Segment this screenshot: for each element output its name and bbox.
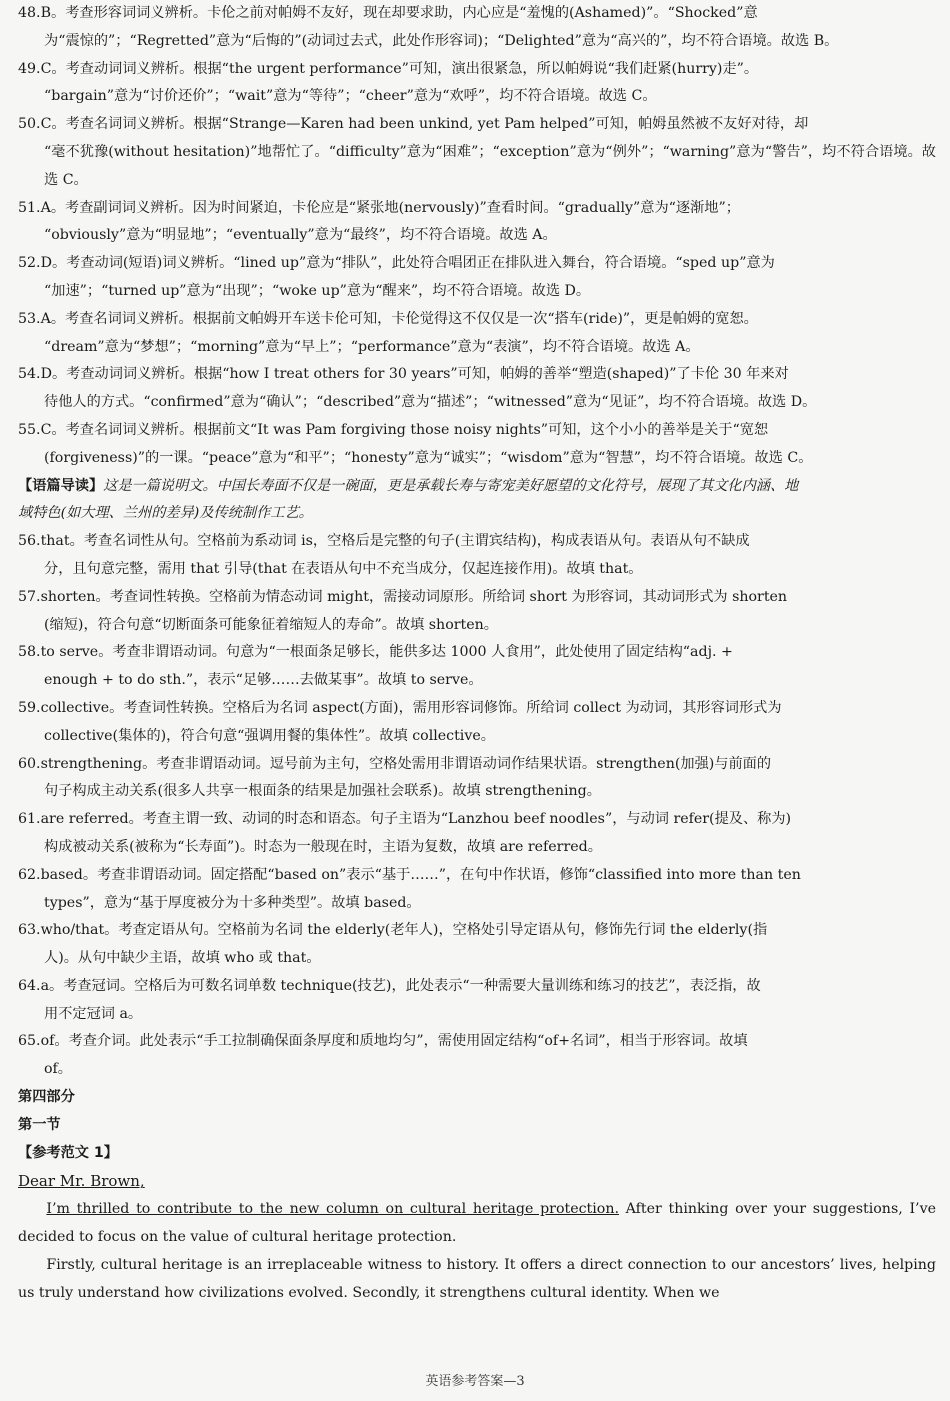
item-number: 64. xyxy=(18,977,41,994)
passage-guide-label: 【语篇导读】 xyxy=(18,477,104,494)
letter-paragraph-1 xyxy=(18,1195,936,1251)
item-number: 65. xyxy=(18,1033,41,1050)
passage-guide xyxy=(18,473,936,529)
item-line2: collective(集体的)，符合句意“强调用餐的集体性”。故填 collective。 xyxy=(44,727,495,744)
item-number: 63. xyxy=(18,922,41,939)
page-footer: 英语参考答案—3 xyxy=(425,1374,525,1389)
item-number: 59. xyxy=(18,699,41,716)
item-line2: 分，且句意完整，需用 that 引导(that 在表语从句中不充当成分，仅起连接作用)。故填 that。 xyxy=(44,560,643,577)
answer-item-56 xyxy=(18,528,936,584)
item-number: 56. xyxy=(18,533,41,550)
answer-item-53 xyxy=(18,306,936,362)
item-line2: 用不定冠词 a。 xyxy=(44,1005,143,1022)
answer-item-54 xyxy=(18,361,936,417)
answer-item-65 xyxy=(18,1028,936,1084)
letter-p1-rest: After thinking over your suggestions, I’ve decided to focus on the value of cultural heritage protection. xyxy=(18,1201,936,1246)
item-line1: based。考查非谓语动词。固定搭配“based on”表示“基于……”，在句中作状语，修饰“classified into more than ten xyxy=(40,866,801,883)
item-line1: a。考查冠词。空格后为可数名词单数 technique(技艺)，此处表示“一种需要大量训练和练习的技艺”，表泛指，故 xyxy=(40,977,761,994)
passage-guide-line1: 这是一篇说明文。中国长寿面不仅是一碗面，更是承载长寿与寄宠美好愿望的文化符号，展现了其文化内涵、地 xyxy=(103,477,799,494)
item-line1: C。考查名词词义辨析。根据“Strange—Karen had been unkind, yet Pam helped”可知，帕姆虽然被不友好对待，却 xyxy=(40,116,809,133)
item-line1: D。考查动词词义辨析。根据“how I treat others for 30 years”可知，帕姆的善举“塑造(shaped)”了卡伦 30 年来对 xyxy=(40,366,789,383)
item-line2: “dream”意为“梦想”；“morning”意为“早上”；“performance”意为“表演”，均不符合语境。故选 A。 xyxy=(44,338,700,355)
item-number: 49. xyxy=(18,60,41,77)
letter-salutation: Dear Mr. Brown, xyxy=(18,1172,145,1191)
item-number: 57. xyxy=(18,588,41,605)
answer-item-61 xyxy=(18,806,936,862)
item-line2: (缩短)，符合句意“切断面条可能象征着缩短人的寿命”。故填 shorten。 xyxy=(44,616,498,633)
item-line1: strengthening。考查非谓语动词。逗号前为主句，空格处需用非谓语动词作结果状语。strengthen(加强)与前面的 xyxy=(40,755,772,772)
answer-item-48 xyxy=(18,0,936,56)
item-line2: of。 xyxy=(44,1061,72,1078)
answer-item-59 xyxy=(18,695,936,751)
item-number: 52. xyxy=(18,255,41,272)
item-number: 53. xyxy=(18,310,41,327)
item-line2: 构成被动关系(被称为“长寿面”)。时态为一般现在时，主语为复数，故填 are referred。 xyxy=(44,838,602,855)
item-line1: that。考查名词性从句。空格前为系动词 is，空格后是完整的句子(主谓宾结构)，构成表语从句。表语从句不缺成 xyxy=(40,533,750,550)
item-line1: C。考查动词词义辨析。根据“the urgent performance”可知，演出很紧急，所以帕姆说“我们赶紧(hurry)走”。 xyxy=(40,60,759,77)
model-essay-heading: 【参考范文 1】 xyxy=(18,1144,118,1161)
answer-item-52 xyxy=(18,250,936,306)
answer-list-part3-cloze xyxy=(18,0,936,1307)
item-line1: D。考查动词(短语)词义辨析。“lined up”意为“排队”，此处符合唱团正在排队进入舞台，符合语境。“sped up”意为 xyxy=(40,255,775,272)
item-number: 55. xyxy=(18,421,41,438)
answer-item-49 xyxy=(18,56,936,112)
item-line2: 句子构成主动关系(很多人共享一根面条的结果是加强社会联系)。故填 strengthening。 xyxy=(44,783,601,800)
answer-item-64 xyxy=(18,973,936,1029)
answer-item-50 xyxy=(18,111,936,194)
answer-item-51 xyxy=(18,195,936,251)
item-number: 62. xyxy=(18,866,41,883)
item-line1: of。考查介词。此处表示“手工拉制确保面条厚度和质地均匀”，需使用固定结构“of+名词”，相当于形容词。故填 xyxy=(40,1033,748,1050)
item-line2: enough + to do sth.”，表示“足够……去做某事”。故填 to serve。 xyxy=(44,672,483,689)
item-line2: “毫不犹豫(without hesitation)”地帮忙了。“difficulty”意为“困难”；“exception”意为“例外”；“warning”意为“警告”，均不符合语境。故选 C。 xyxy=(44,143,936,188)
item-line1: A。考查名词词义辨析。根据前文帕姆开车送卡伦可知，卡伦觉得这不仅仅是一次“搭车(ride)”，更是帕姆的宽恕。 xyxy=(40,310,758,327)
answer-item-62 xyxy=(18,862,936,918)
item-line1: to serve。考查非谓语动词。句意为“一根面条足够长，能供多达 1000 人食用”，此处使用了固定结构“adj. + xyxy=(40,644,733,661)
section-sub-heading: 第一节 xyxy=(18,1116,61,1133)
item-line2: 待他人的方式。“confirmed”意为“确认”；“described”意为“描述”；“witnessed”意为“见证”，均不符合语境。故选 D。 xyxy=(44,394,817,411)
item-number: 50. xyxy=(18,116,41,133)
answer-item-58 xyxy=(18,639,936,695)
item-line1: collective。考查词性转换。空格后为名词 aspect(方面)，需用形容词修饰。所给词 collect 为动词，其形容词形式为 xyxy=(40,699,782,716)
item-number: 51. xyxy=(18,199,41,216)
passage-guide-line2: 域特色(如大理、兰州的差异)及传统制作工艺。 xyxy=(18,505,313,522)
item-line1: A。考查副词词义辨析。因为时间紧迫，卡伦应是“紧张地(nervously)”查看时间。“gradually”意为“逐渐地”； xyxy=(40,199,740,216)
item-line2: “加速”；“turned up”意为“出现”；“woke up”意为“醒来”，均不符合语境。故选 D。 xyxy=(44,282,591,299)
item-line2: (forgiveness)”的一课。“peace”意为“和平”；“honesty”意为“诚实”；“wisdom”意为“智慧”，均不符合语境。故选 C。 xyxy=(44,449,813,466)
item-line1: C。考查名词词义辨析。根据前文“It was Pam forgiving those noisy nights”可知，这个小小的善举是关于“宽恕 xyxy=(40,421,769,438)
item-number: 58. xyxy=(18,644,41,661)
item-line2: “bargain”意为“讨价还价”；“wait”意为“等待”；“cheer”意为“欢呼”，均不符合语境。故选 C。 xyxy=(44,88,657,105)
item-line1: B。考查形容词词义辨析。卡伦之前对帕姆不友好，现在却要求助，内心应是“羞愧的(Ashamed)”。“Shocked”意 xyxy=(40,5,758,21)
answer-item-57 xyxy=(18,584,936,640)
answer-item-60 xyxy=(18,751,936,807)
item-line2: 为“震惊的”；“Regretted”意为“后悔的”(动词过去式，此处作形容词)；“Delighted”意为“高兴的”，均不符合语境。故选 B。 xyxy=(44,32,839,49)
answer-item-55 xyxy=(18,417,936,473)
item-number: 54. xyxy=(18,366,41,383)
item-line2: types”，意为“基于厚度被分为十多种类型”。故填 based。 xyxy=(44,894,421,911)
section-part-heading: 第四部分 xyxy=(18,1089,75,1106)
letter-paragraph-2: Firstly, cultural heritage is an irreplaceable witness to history. It offers a direct connection to our ancestors’ lives, helping us truly understand how civilizations evolved. Secondly, it strengthens cultural identity. When we xyxy=(18,1257,936,1302)
item-line1: shorten。考查词性转换。空格前为情态动词 might，需接动词原形。所给词 short 为形容词，其动词形式为 shorten xyxy=(40,588,788,605)
item-number: 61. xyxy=(18,811,41,828)
item-number: 48. xyxy=(18,5,41,21)
letter-p1-underlined: I’m thrilled to contribute to the new column on cultural heritage protection. xyxy=(46,1201,619,1218)
item-line1: are referred。考查主谓一致、动词的时态和语态。句子主语为“Lanzhou beef noodles”，与动词 refer(提及、称为) xyxy=(40,811,792,828)
item-line2: 人)。从句中缺少主语，故填 who 或 that。 xyxy=(44,950,321,967)
item-number: 60. xyxy=(18,755,41,772)
answer-item-63 xyxy=(18,917,936,973)
item-line2: “obviously”意为“明显地”；“eventually”意为“最终”，均不符合语境。故选 A。 xyxy=(44,227,557,244)
item-line1: who/that。考查定语从句。空格前为名词 the elderly(老年人)，空格处引导定语从句，修饰先行词 the elderly(指 xyxy=(40,922,768,939)
